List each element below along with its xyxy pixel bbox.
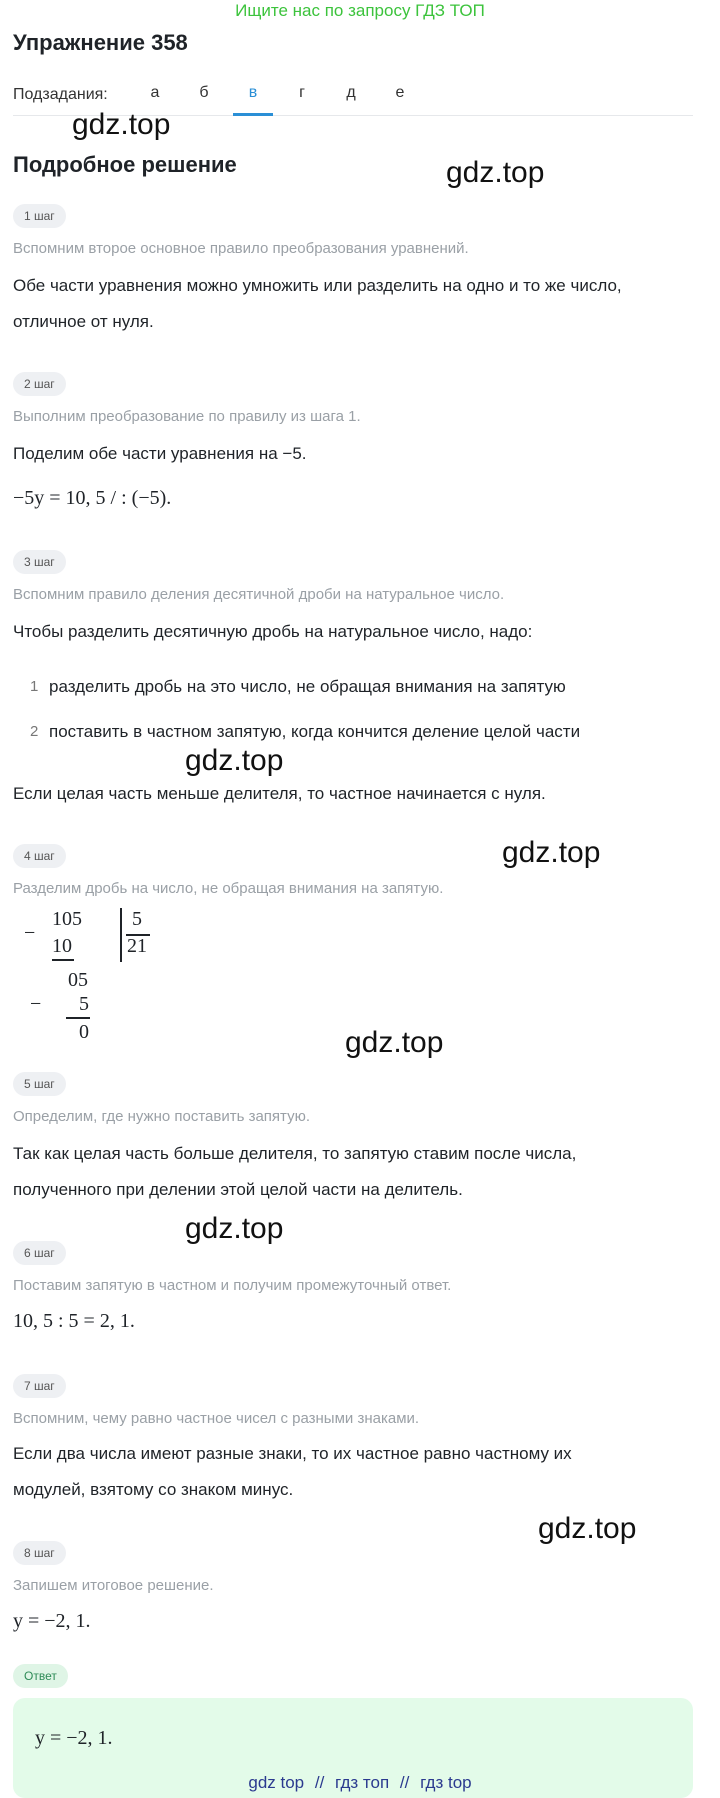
step-hint: Поставим запятую в частном и получим промежуточный ответ. [13, 1277, 452, 1294]
step-badge: 1 шаг [13, 204, 66, 228]
step-hint: Выполним преобразование по правилу из шага 1. [13, 408, 361, 425]
footer-separator: // [399, 1773, 410, 1792]
watermark: gdz.top [345, 1026, 444, 1059]
step-text: Чтобы разделить десятичную дробь на натуральное число, надо: [13, 622, 533, 641]
step-badge: 5 шаг [13, 1072, 66, 1096]
step-text: Так как целая часть больше делителя, то запятую ставим после числа, [13, 1144, 577, 1163]
watermark: gdz.top [72, 108, 171, 141]
step-badge: 4 шаг [13, 844, 66, 868]
watermark: gdz.top [502, 836, 601, 869]
division-divisor: 5 [132, 908, 142, 930]
tab-v[interactable]: в [248, 84, 258, 101]
division-minus: − [24, 922, 36, 944]
active-tab-indicator [233, 113, 273, 116]
subtasks-label: Подзадания: [13, 86, 108, 103]
division-subtrahend: 5 [79, 993, 89, 1015]
division-quotient: 21 [127, 935, 147, 957]
step-text: модулей, взятому со знаком минус. [13, 1480, 294, 1499]
step-badge: 2 шаг [13, 372, 66, 396]
step-hint: Определим, где нужно поставить запятую. [13, 1108, 310, 1125]
watermark: gdz.top [538, 1512, 637, 1545]
step-badge: 6 шаг [13, 1241, 66, 1265]
step-text: полученного при делении этой целой части на делитель. [13, 1180, 463, 1199]
page-title: Упражнение 358 [13, 30, 188, 55]
division-underline [66, 1017, 90, 1019]
division-remainder: 0 [79, 1021, 89, 1043]
step-badge: 3 шаг [13, 550, 66, 574]
list-number: 1 [30, 678, 39, 695]
step-text: Если два числа имеют разные знаки, то их частное равно частному их [13, 1444, 572, 1463]
division-underline [52, 959, 74, 961]
step-math: 10, 5 : 5 = 2, 1. [13, 1310, 135, 1332]
step-math: y = −2, 1. [13, 1610, 91, 1632]
step-text: Поделим обе части уравнения на −5. [13, 444, 307, 463]
footer-separator: // [314, 1773, 325, 1792]
tab-b[interactable]: б [199, 84, 209, 101]
step-hint: Вспомним второе основное правило преобразования уравнений. [13, 240, 469, 257]
step-hint: Разделим дробь на число, не обращая внимания на запятую. [13, 880, 444, 897]
watermark: gdz.top [185, 744, 284, 777]
watermark: gdz.top [185, 1212, 284, 1245]
tab-a[interactable]: а [150, 84, 160, 101]
tab-g[interactable]: г [299, 84, 305, 101]
section-title: Подробное решение [13, 152, 237, 177]
step-hint: Вспомним правило деления десятичной дроби на натуральное число. [13, 586, 505, 603]
step-badge: 8 шаг [13, 1541, 66, 1565]
tab-e[interactable]: е [395, 84, 405, 101]
tab-d[interactable]: д [346, 84, 356, 101]
footer-link[interactable]: гдз топ [335, 1773, 390, 1792]
division-dividend: 105 [52, 908, 82, 930]
step-badge: 7 шаг [13, 1374, 66, 1398]
step-hint: Вспомним, чему равно частное чисел с разными знаками. [13, 1410, 420, 1427]
footer-links [0, 1773, 720, 1793]
step-text: Если целая часть меньше делителя, то частное начинается с нуля. [13, 784, 546, 803]
footer-link[interactable]: gdz top [248, 1773, 305, 1792]
answer-badge: Ответ [13, 1664, 68, 1688]
list-item: поставить в частном запятую, когда кончится деление целой части [49, 722, 581, 741]
watermark: gdz.top [446, 156, 545, 189]
step-math: −5y = 10, 5 / : (−5). [13, 487, 172, 509]
step-hint: Запишем итоговое решение. [13, 1577, 214, 1594]
footer-link[interactable]: гдз top [420, 1773, 472, 1792]
step-text: Обе части уравнения можно умножить или разделить на одно и то же число, [13, 276, 622, 295]
list-item: разделить дробь на это число, не обращая внимания на запятую [49, 677, 566, 696]
division-minus: − [30, 993, 42, 1015]
promo-banner[interactable]: Ищите нас по запросу ГДЗ ТОП [235, 1, 485, 20]
division-remainder: 05 [68, 969, 88, 991]
step-text: отличное от нуля. [13, 312, 154, 331]
division-subtrahend: 10 [52, 935, 72, 957]
answer-math: y = −2, 1. [35, 1727, 113, 1749]
division-bar [120, 908, 122, 962]
list-number: 2 [30, 723, 39, 740]
